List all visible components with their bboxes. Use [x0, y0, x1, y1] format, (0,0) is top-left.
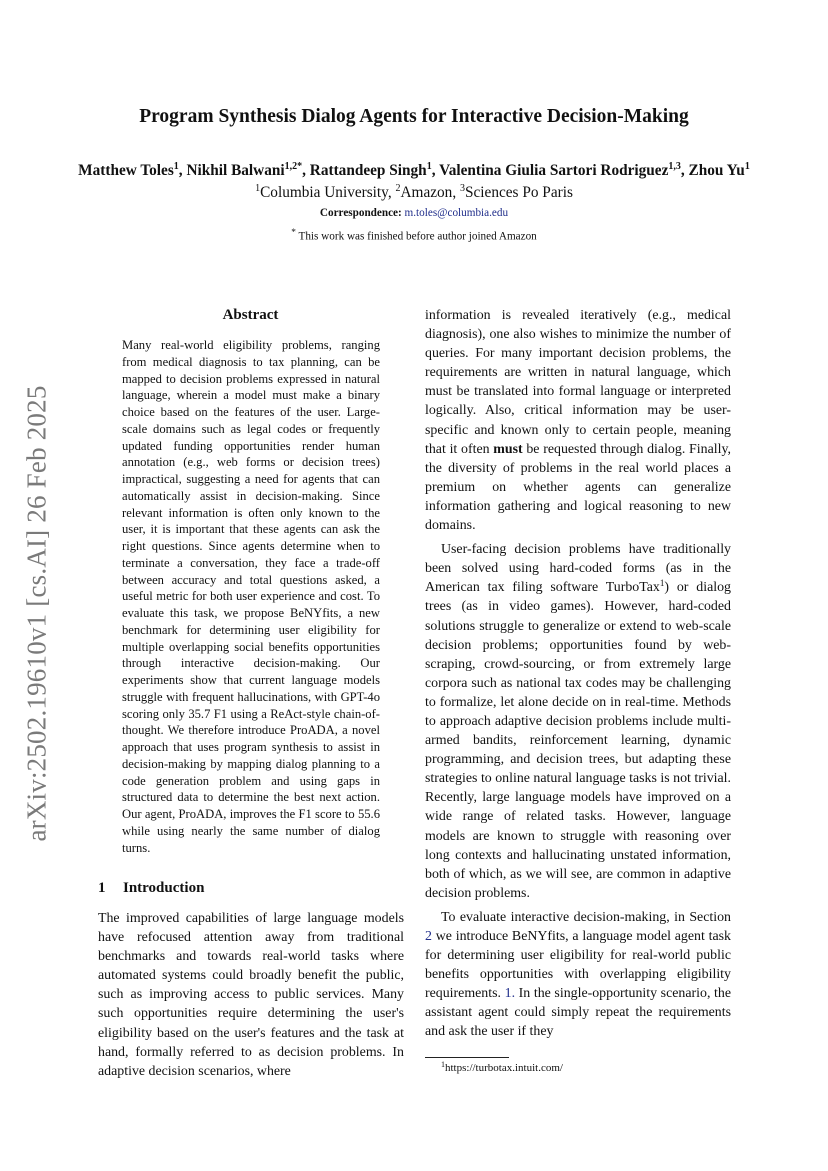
author-name: Zhou Yu [688, 162, 745, 179]
section-title: Introduction [123, 880, 205, 896]
right-column-body [425, 306, 731, 1042]
emphasis-text: must [493, 441, 523, 457]
footnote-number: 1 [441, 1060, 445, 1069]
affiliation-name: Sciences Po Paris [464, 184, 573, 201]
footnote-ref[interactable]: 1 [659, 578, 665, 589]
paragraph-text: we introduce BeNYfits, a language model agent task for determining user eligibility for real-world public benefits opportunities with overlapping eligibility requirements. [425, 929, 731, 1002]
affiliation-list: $^1$Columbia University, $^2$Amazon, $^3$Sciences Po Paris [255, 183, 573, 201]
correspondence-label: Correspondence: [319, 207, 402, 219]
author-note-marker: * [291, 228, 296, 238]
author-affiliation-mark: 1 [744, 161, 750, 172]
affiliation-mark: 2 [395, 183, 401, 194]
paragraph-text: information is revealed iteratively (e.g., medical diagnosis), one also wishes to minimize the number of queries. For many important decision problems, the requirements are written in natural language, which must be translated into formal language or interpreted logically. Also, critical information may be user-specific and known only to certain people, meaning that it often [425, 308, 731, 457]
abstract-body: Many real-world eligibility problems, ranging from medical diagnosis to tax planning, can be mapped to decision problems expressed in natural language, wherein a model must make a binary choice based on the features of the user. Large-scale domains such as legal codes or frequently updated funding opportunities render human annotation (e.g., web forms or decision trees) impractical, suggesting a need for agents that can automatically assist in decision-making. Since relevant information is often only known to the user, it is important that these agents can ask the right questions. Since agents determine when to terminate a conversation, they face a trade-off between accuracy and total questions asked, a useful metric for both user experience and cost. To evaluate this task, we propose BeNYfits, a new benchmark for determining user eligibility for multiple overlapping social benefits opportunities through interactive decision-making. Our experiments show that current language models struggle with frequent hallucinations, with GPT-4o scoring only 35.7 F1 using a ReAct-style chain-of-thought. We therefore introduce ProADA, a novel approach that uses program synthesis to assist in decision-making by mapping dialog planning to a code generation problem and using gaps in structured data to determine the best next action. Our agent, ProADA, improves the F1 score to 55.6 while using nearly the same number of dialog turns. [122, 338, 380, 855]
paragraph-text: To evaluate interactive decision-making, in Section [441, 909, 731, 925]
author-affiliation-mark: 1 [426, 161, 432, 172]
affiliation-mark: 1 [255, 183, 261, 194]
section-heading [98, 880, 204, 897]
affiliation-name: Amazon [400, 184, 453, 201]
correspondence-email-link[interactable]: m.toles@columbia.edu [404, 207, 509, 219]
author-affiliation-mark: 1,2* [284, 161, 303, 172]
abstract-heading: Abstract [222, 307, 279, 323]
footnote-url[interactable]: https://turbotax.intuit.com/ [445, 1062, 563, 1074]
arxiv-identifier-stamp [22, 374, 52, 852]
author-name: Valentina Giulia Sartori Rodriguez [439, 162, 669, 179]
paper-title: Program Synthesis Dialog Agents for Interactive Decision-Making [139, 106, 689, 127]
author-note [0, 228, 828, 243]
paragraph-text: ) or dialog trees (as in video games). However, hard-coded solutions struggle to generalize or extend to web-scale decision problems; opportunities found by web-scraping, crowd-sourcing, or from extremely large corpora such as national tax codes may be challenging to formalize, let alone decide on in real-time. Methods to approach adaptive decision problems include multi-armed bandits, reinforcement learning, dynamic programming, and decision trees, but adapting these strategies to online natural language tasks is not trivial. Recently, large language models have improved on a wide range of related tasks. However, language models are known to struggle with reasoning over long contexts and hallucinating unstated information, both of which, as we will see, are common in adaptive decision problems. [425, 580, 731, 901]
author-affiliation-mark: 1,3 [668, 161, 681, 172]
intro-paragraph-continued [425, 306, 731, 535]
paragraph-text: be requested through dialog. Finally, the diversity of problems in the real world places a premium on whether agents can generalize information gathering and logical reasoning to new domains. [425, 441, 731, 534]
author-note-text: This work was finished before author joined Amazon [298, 230, 537, 243]
footnote-divider [425, 1057, 509, 1058]
arxiv-identifier-text: arXiv:2502.19610v1 [cs.AI] 26 Feb 2025 [21, 384, 52, 842]
paragraph-text: In the single-opportunity scenario, the assistant agent could simply repeat the requirements and ask the user if they [425, 986, 732, 1040]
intro-paragraph [425, 908, 731, 1042]
intro-paragraph: The improved capabilities of large language models have refocused attention away from traditional benchmarks and towards real-world tasks where automated systems could broadly benefit the public, such as improving access to public services. Many such opportunities require determining the user's eligibility based on the user's features and the task at hand, formally referred to as decision problems. In adaptive decision scenarios, where [98, 911, 404, 1079]
figure-ref-link[interactable]: 1. [504, 986, 516, 1002]
author-name: Matthew Toles [78, 162, 174, 179]
affiliation-name: Columbia University [260, 184, 388, 201]
intro-paragraph [425, 540, 731, 903]
author-affiliation-mark: 1 [173, 161, 179, 172]
affiliation-mark: 3 [459, 183, 465, 194]
correspondence-line [0, 207, 828, 219]
paragraph-text: User-facing decision problems have traditionally been solved using hard-coded forms (as in the American tax filing software TurboTax [425, 542, 731, 596]
author-name: Nikhil Balwani [186, 162, 285, 179]
footnote [441, 1062, 563, 1074]
author-list: Matthew Toles$^1$, Nikhil Balwani$^{1,2*}$, Rattandeep Singh$^1$, Valentina Giulia Sartori Rodriguez$^{1,3}$, Zhou Yu$^1$ [78, 161, 750, 179]
left-column-body [98, 909, 404, 1081]
section-number: 1 [98, 880, 106, 896]
section-ref-link[interactable]: 2 [425, 929, 432, 944]
author-name: Rattandeep Singh [309, 162, 427, 179]
